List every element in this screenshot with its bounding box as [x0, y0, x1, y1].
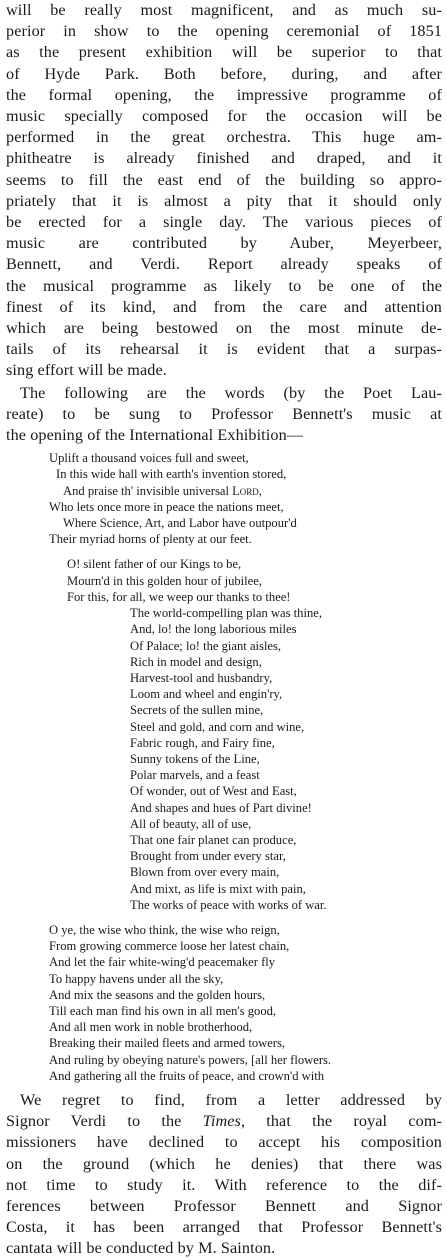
- poem-line: Blown from over every main,: [130, 865, 280, 880]
- poem-line: And, lo! the long laborious miles: [130, 622, 297, 637]
- poem-line: Sunny tokens of the Line,: [130, 751, 260, 766]
- poem-line: Brought from under every star,: [130, 849, 286, 864]
- text-line: performed in the great orchestra. This huge am-: [6, 128, 442, 147]
- times-newspaper-name: Times: [202, 1112, 241, 1131]
- verdi-line: cantata will be conducted by M. Sainton.: [6, 1239, 276, 1258]
- poem-stanza-2: [0, 556, 447, 912]
- poem-line: And all men work in noble brotherhood,: [49, 1020, 253, 1035]
- poem-line: Uplift a thousand voices full and sweet,: [49, 451, 249, 466]
- verdi-line-times: Signor Verdi to the Times, that the royal com-: [6, 1112, 442, 1131]
- poem-small-caps-word: Lord,: [232, 483, 262, 498]
- text-line: the opening of the International Exhibition—: [6, 426, 304, 445]
- text-line: Bennett, and Verdi. Report already speaks of: [6, 255, 442, 274]
- poem-line: Breaking their mailed fleets and armed towers,: [49, 1036, 286, 1051]
- poem-line: Steel and gold, and corn and wine,: [130, 719, 305, 734]
- poem-line: In this wide hall with earth's invention stored,: [56, 467, 287, 482]
- text-line: seems to fill the east end of the building so appro-: [6, 170, 442, 189]
- article-paragraph-verdi: [6, 1090, 442, 1260]
- text-line: The following are the words (by the Poet Lau-: [20, 383, 442, 402]
- poem-line: Secrets of the sullen mine,: [130, 703, 264, 718]
- verdi-line: ferences between Professor Bennett and Signor: [6, 1197, 442, 1215]
- poem-line: Who lets once more in peace the nations meet,: [49, 499, 284, 514]
- poem-line: And mixt, as life is mixt with pain,: [130, 881, 306, 896]
- verdi-line: not time to study it. With reference to the dif-: [6, 1175, 442, 1194]
- text-line: of Hyde Park. Both before, during, and after: [6, 64, 442, 83]
- poem-stanza-1: [0, 450, 447, 547]
- poem-line: And ruling by obeying nature's powers, [all her flowers.: [49, 1052, 332, 1067]
- poem-line: Of Palace; lo! the giant aisles,: [130, 638, 282, 653]
- poem-line: And shapes and hues of Part divine!: [130, 800, 312, 815]
- article-paragraph-poem-intro: [6, 383, 442, 447]
- poem-line: To happy havens under all the sky,: [49, 971, 224, 986]
- text-line: perior in show to the opening ceremonial of 1851: [6, 22, 442, 41]
- text-line: be erected for a single day. The various pieces of: [6, 213, 442, 232]
- poem-line: And praise th' invisible universal Lord,: [63, 483, 262, 498]
- text-line: tails of its rehearsal it is evident that a surpas-: [6, 340, 442, 359]
- text-line: priately that it is almost a pity that it should only: [6, 191, 442, 210]
- poem-line: That one fair planet can produce,: [130, 832, 297, 847]
- poem-line: The world-compelling plan was thine,: [130, 606, 323, 621]
- verdi-line: on the ground (which he denies) that there was: [6, 1154, 442, 1173]
- poem-line: All of beauty, all of use,: [130, 816, 252, 831]
- poem-stanza-3: [0, 922, 447, 1084]
- poem-line: Harvest-tool and husbandry,: [130, 670, 273, 685]
- poem-line: And mix the seasons and the golden hours,: [49, 987, 266, 1002]
- text-line: the musical programme as likely to be one of the: [6, 276, 442, 295]
- poem-line: And gathering all the fruits of peace, and crown'd with: [49, 1068, 325, 1083]
- text-line: which are being bestowed on the most minute de-: [6, 319, 442, 338]
- poem-ode: [0, 450, 447, 1084]
- text-line: phitheatre is already finished and draped, and it: [6, 149, 442, 168]
- text-line: reate) to be sung to Professor Bennett's music at: [6, 404, 442, 423]
- text-line: sing effort will be made.: [6, 361, 167, 380]
- verdi-line: Costa, it has been arranged that Professor Bennett's: [6, 1218, 442, 1237]
- poem-line: Fabric rough, and Fairy fine,: [130, 735, 275, 750]
- poem-line: The works of peace with works of war.: [130, 897, 327, 912]
- text-line: will be really most magnificent, and as much su-: [6, 1, 442, 19]
- poem-line: Of wonder, out of West and East,: [130, 784, 297, 799]
- poem-line: Polar marvels, and a feast: [130, 768, 260, 783]
- poem-line: Where Science, Art, and Labor have outpour'd: [63, 516, 297, 531]
- poem-line: O ye, the wise who think, the wise who reign,: [49, 922, 280, 937]
- verdi-line: We regret to find, from a letter addressed by: [20, 1090, 442, 1109]
- poem-line: Rich in model and design,: [130, 654, 262, 669]
- verdi-line: missioners have declined to accept his composition: [6, 1133, 442, 1152]
- text-line: music are contributed by Auber, Meyerbeer,: [6, 234, 442, 253]
- poem-line: And let the fair white-wing'd peacemaker fly: [49, 955, 276, 970]
- poem-line: Mourn'd in this golden hour of jubilee,: [67, 573, 263, 588]
- article-paragraph-orchestra: [6, 0, 442, 382]
- text-line: finest of its kind, and from the care and attention: [6, 297, 442, 316]
- text-line: music specially composed for the occasion will be: [6, 107, 442, 126]
- poem-line: O! silent father of our Kings to be,: [67, 557, 242, 572]
- text-line: the formal opening, the impressive programme of: [6, 85, 442, 104]
- poem-line: For this, for all, we weep our thanks to thee!: [67, 589, 291, 604]
- poem-line: Their myriad horns of plenty at our feet.: [49, 532, 252, 547]
- poem-line: Loom and wheel and engin'ry,: [130, 687, 283, 702]
- text-line: as the present exhibition will be superior to that: [6, 43, 442, 62]
- poem-line: From growing commerce loose her latest chain,: [49, 939, 290, 954]
- poem-line: Till each man find his own in all men's good,: [49, 1003, 277, 1018]
